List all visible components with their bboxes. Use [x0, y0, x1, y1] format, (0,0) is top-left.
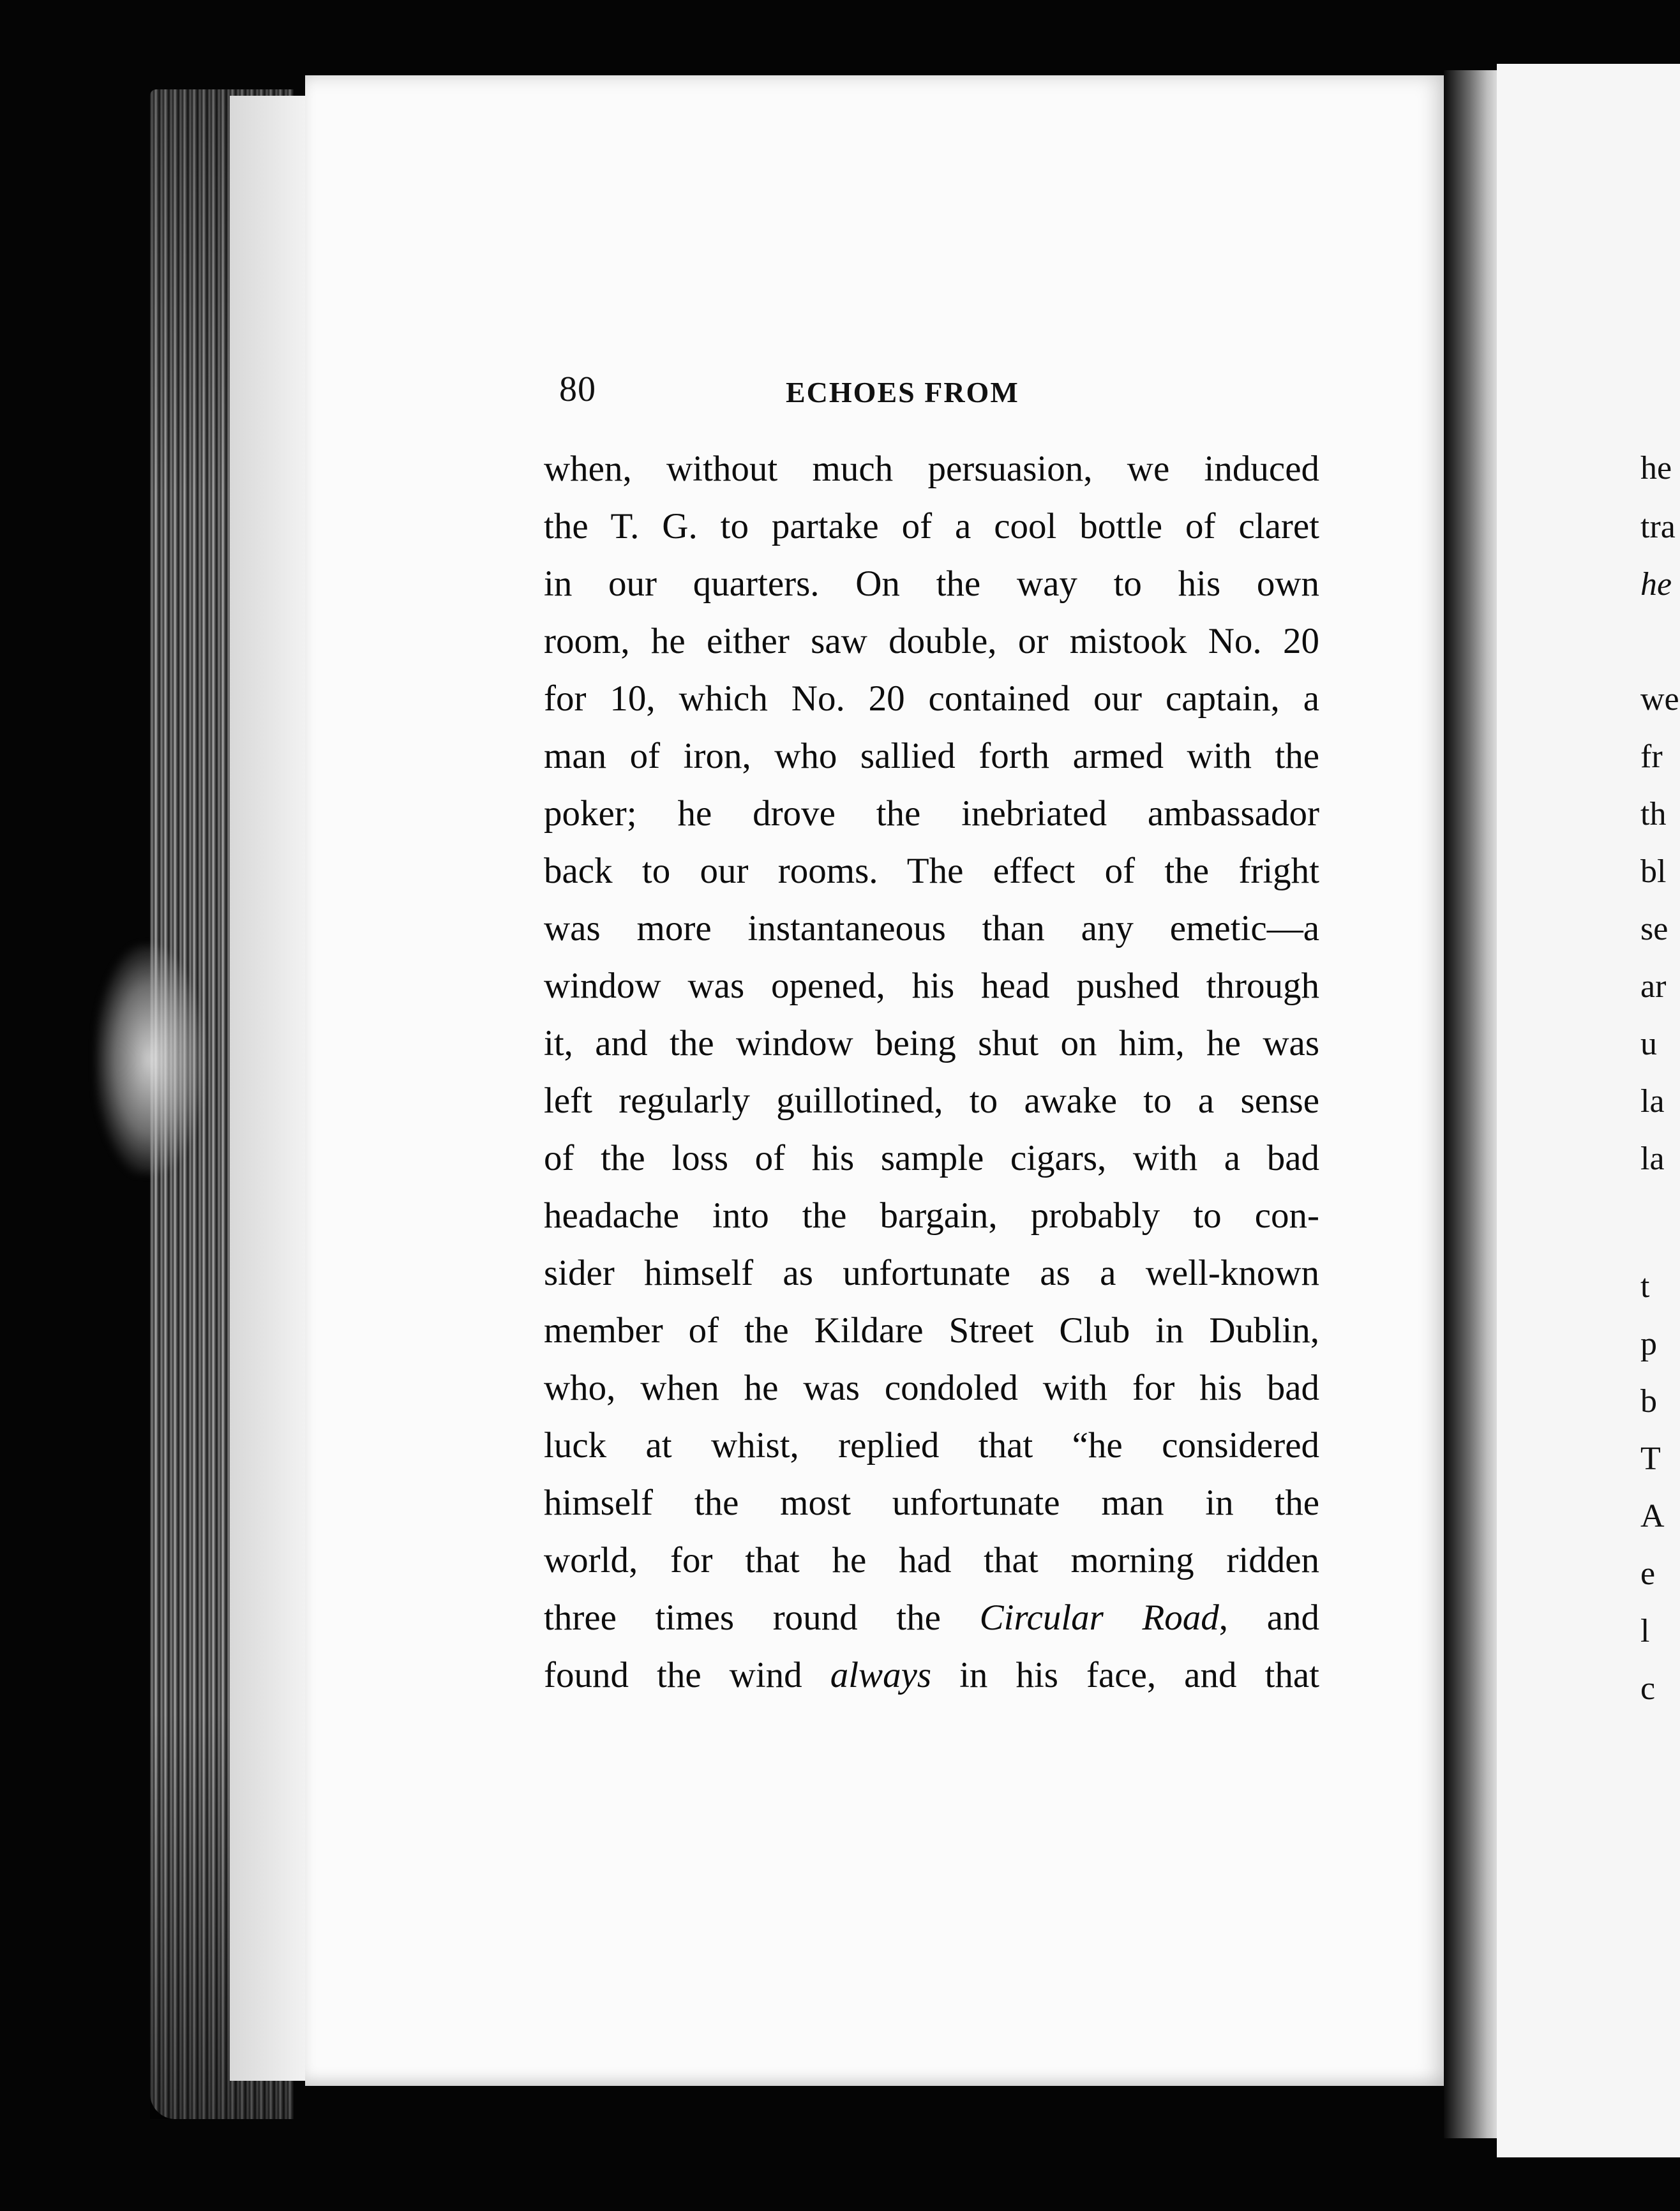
running-head-title: ECHOES FROM — [786, 376, 1019, 408]
facing-page-fragment: T — [1640, 1441, 1661, 1477]
text-line: found the wind always in his face, and that — [544, 1655, 1319, 1695]
text-line: window was opened, his head pushed through — [544, 966, 1319, 1006]
book-gutter — [1444, 70, 1501, 2138]
facing-page-fragment: b — [1640, 1383, 1657, 1420]
facing-page-fragment: u — [1640, 1026, 1657, 1062]
facing-page-fragment: se — [1640, 911, 1669, 947]
text-line: was more instantaneous than any emetic—a — [544, 908, 1319, 948]
facing-page-fragment: ar — [1640, 968, 1667, 1005]
page-body-text — [544, 440, 1319, 1704]
text-line: left regularly guillotined, to awake to a sense — [544, 1081, 1319, 1121]
facing-page-fragment: tra — [1640, 509, 1676, 545]
page-number: 80 — [559, 370, 596, 409]
facing-page-fragment: t — [1640, 1268, 1650, 1305]
facing-page-fragment: la — [1640, 1083, 1665, 1120]
text-line: man of iron, who sallied forth armed with the — [544, 736, 1319, 776]
facing-page-fragment: bl — [1640, 853, 1667, 890]
italic-phrase: Circular Road — [979, 1598, 1219, 1638]
facing-page-fragment: A — [1640, 1498, 1665, 1534]
facing-page-fragment: he — [1640, 566, 1672, 603]
text-line: himself the most unfortunate man in the — [544, 1483, 1319, 1523]
facing-page-fragment: l — [1640, 1613, 1650, 1649]
text-line: in our quarters. On the way to his own — [544, 564, 1319, 604]
text-line: luck at whist, replied that “he considered — [544, 1425, 1319, 1465]
text-line: room, he either saw double, or mistook No. 20 — [544, 621, 1319, 661]
facing-page-fragment: e — [1640, 1555, 1656, 1592]
italic-word: always — [830, 1655, 932, 1695]
text-line: member of the Kildare Street Club in Dublin, — [544, 1310, 1319, 1351]
facing-page-fragment: fr — [1640, 738, 1663, 775]
facing-page-fragment: c — [1640, 1670, 1656, 1707]
text-line: for 10, which No. 20 contained our captain, a — [544, 678, 1319, 719]
page-inner-shadow — [230, 96, 306, 2081]
text-line: sider himself as unfortunate as a well-known — [544, 1253, 1319, 1293]
text-line: it, and the window being shut on him, he was — [544, 1023, 1319, 1063]
text-line: world, for that he had that morning ridden — [544, 1540, 1319, 1580]
facing-page-fragment: la — [1640, 1141, 1665, 1177]
text-line: of the loss of his sample cigars, with a bad — [544, 1138, 1319, 1178]
text-line: poker; he drove the inebriated ambassador — [544, 793, 1319, 834]
text-line: when, without much persuasion, we induced — [544, 449, 1319, 489]
text-line: the T. G. to partake of a cool bottle of claret — [544, 506, 1319, 546]
facing-page-fragment: p — [1640, 1326, 1657, 1362]
text-line: back to our rooms. The effect of the fright — [544, 851, 1319, 891]
text-line: headache into the bargain, probably to con- — [544, 1195, 1319, 1236]
text-line: three times round the Circular Road, and — [544, 1598, 1319, 1638]
facing-page-fragment: th — [1640, 796, 1667, 832]
facing-page-fragment: we — [1640, 681, 1679, 717]
facing-page-fragment: he — [1640, 450, 1672, 486]
text-line: who, when he was condoled with for his bad — [544, 1368, 1319, 1408]
